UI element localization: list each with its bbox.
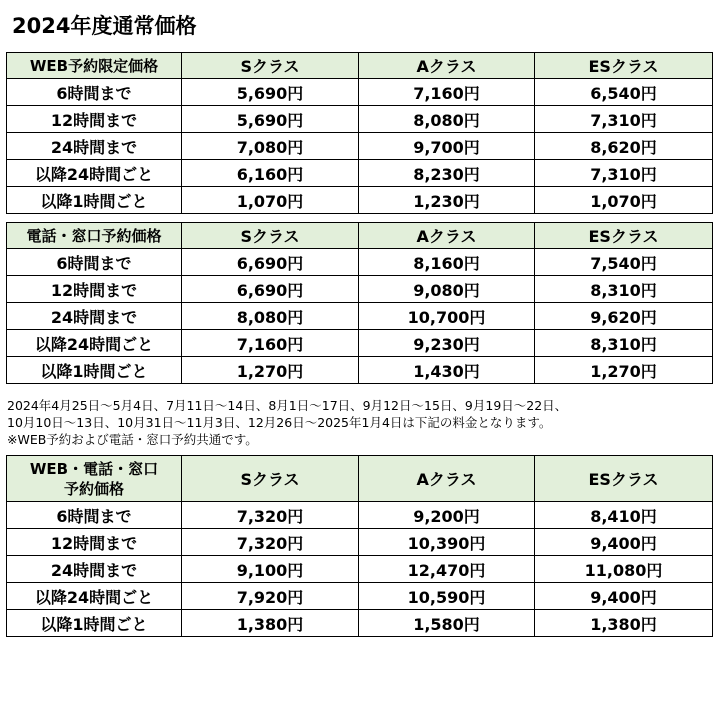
- price-cell: 9,080円: [359, 276, 535, 303]
- column-header-es-class: ESクラス: [535, 53, 713, 79]
- price-cell: 7,920円: [182, 583, 359, 610]
- row-label: 12時間まで: [7, 529, 182, 556]
- row-label: 6時間まで: [7, 249, 182, 276]
- price-cell: 11,080円: [535, 556, 713, 583]
- price-cell: 1,270円: [182, 357, 359, 384]
- price-cell: 7,310円: [535, 160, 713, 187]
- price-cell: 8,160円: [359, 249, 535, 276]
- table-title-line: 予約価格: [63, 479, 124, 498]
- price-cell: 9,700円: [359, 133, 535, 160]
- table-header-row: [7, 456, 713, 502]
- column-header-s-class: Sクラス: [182, 223, 359, 249]
- table-title-cell: [7, 456, 182, 502]
- price-cell: 1,380円: [182, 610, 359, 637]
- price-cell: 7,310円: [535, 106, 713, 133]
- price-cell: 10,700円: [359, 303, 535, 330]
- price-cell: 1,070円: [182, 187, 359, 214]
- phone-counter-price-table: [6, 222, 713, 384]
- row-label: 12時間まで: [7, 106, 182, 133]
- price-cell: 6,690円: [182, 276, 359, 303]
- price-cell: 1,580円: [359, 610, 535, 637]
- table-row: [7, 133, 713, 160]
- table-row: [7, 276, 713, 303]
- table-row: [7, 583, 713, 610]
- price-cell: 6,160円: [182, 160, 359, 187]
- price-cell: 7,320円: [182, 502, 359, 529]
- price-cell: 6,690円: [182, 249, 359, 276]
- table-row: [7, 249, 713, 276]
- price-cell: 1,270円: [535, 357, 713, 384]
- column-header-es-class: ESクラス: [535, 456, 713, 502]
- row-label: 以降1時間ごと: [7, 610, 182, 637]
- table-row: [7, 357, 713, 384]
- row-label: 12時間まで: [7, 276, 182, 303]
- price-cell: 7,080円: [182, 133, 359, 160]
- row-label: 24時間まで: [7, 133, 182, 160]
- table-title-cell: 電話・窓口予約価格: [7, 223, 182, 249]
- price-cell: 7,540円: [535, 249, 713, 276]
- price-cell: 9,620円: [535, 303, 713, 330]
- price-cell: 9,230円: [359, 330, 535, 357]
- price-cell: 8,080円: [182, 303, 359, 330]
- row-label: 以降24時間ごと: [7, 583, 182, 610]
- price-cell: 8,230円: [359, 160, 535, 187]
- table-row: [7, 529, 713, 556]
- row-label: 以降24時間ごと: [7, 330, 182, 357]
- column-header-a-class: Aクラス: [359, 456, 535, 502]
- price-cell: 8,310円: [535, 276, 713, 303]
- column-header-a-class: Aクラス: [359, 53, 535, 79]
- note-line: ※WEB予約および電話・窓口予約共通です。: [7, 432, 258, 447]
- row-label: 以降24時間ごと: [7, 160, 182, 187]
- price-cell: 5,690円: [182, 106, 359, 133]
- table-title-line: WEB・電話・窓口: [29, 459, 159, 478]
- price-cell: 9,200円: [359, 502, 535, 529]
- table-title-cell: WEB予約限定価格: [7, 53, 182, 79]
- price-cell: 1,230円: [359, 187, 535, 214]
- table-header-row: [7, 223, 713, 249]
- column-header-a-class: Aクラス: [359, 223, 535, 249]
- price-cell: 10,390円: [359, 529, 535, 556]
- special-period-note: [7, 397, 717, 448]
- table-row: [7, 330, 713, 357]
- price-cell: 1,380円: [535, 610, 713, 637]
- price-cell: 9,100円: [182, 556, 359, 583]
- table-row: [7, 556, 713, 583]
- price-cell: 1,430円: [359, 357, 535, 384]
- price-cell: 7,320円: [182, 529, 359, 556]
- price-cell: 7,160円: [182, 330, 359, 357]
- table-row: [7, 303, 713, 330]
- price-cell: 5,690円: [182, 79, 359, 106]
- table-row: [7, 610, 713, 637]
- price-cell: 10,590円: [359, 583, 535, 610]
- table-row: [7, 502, 713, 529]
- price-cell: 8,410円: [535, 502, 713, 529]
- table-row: [7, 160, 713, 187]
- row-label: 以降1時間ごと: [7, 357, 182, 384]
- price-cell: 8,620円: [535, 133, 713, 160]
- row-label: 6時間まで: [7, 502, 182, 529]
- price-cell: 12,470円: [359, 556, 535, 583]
- web-price-table: [6, 52, 713, 214]
- row-label: 24時間まで: [7, 556, 182, 583]
- table-row: [7, 79, 713, 106]
- row-label: 以降1時間ごと: [7, 187, 182, 214]
- page-title: 2024年度通常価格: [12, 14, 197, 38]
- price-cell: 9,400円: [535, 583, 713, 610]
- table-row: [7, 106, 713, 133]
- note-line: 2024年4月25日～5月4日、7月11日～14日、8月1日～17日、9月12日～15日、9月19日～22日、: [7, 398, 568, 413]
- price-cell: 8,080円: [359, 106, 535, 133]
- row-label: 24時間まで: [7, 303, 182, 330]
- price-cell: 8,310円: [535, 330, 713, 357]
- column-header-es-class: ESクラス: [535, 223, 713, 249]
- table-header-row: [7, 53, 713, 79]
- column-header-s-class: Sクラス: [182, 456, 359, 502]
- table-row: [7, 187, 713, 214]
- note-line: 10月10日～13日、10月31日～11月3日、12月26日～2025年1月4日は下記の料金となります。: [7, 415, 552, 430]
- price-cell: 6,540円: [535, 79, 713, 106]
- price-cell: 9,400円: [535, 529, 713, 556]
- column-header-s-class: Sクラス: [182, 53, 359, 79]
- price-cell: 1,070円: [535, 187, 713, 214]
- special-period-price-table: [6, 455, 713, 637]
- row-label: 6時間まで: [7, 79, 182, 106]
- price-cell: 7,160円: [359, 79, 535, 106]
